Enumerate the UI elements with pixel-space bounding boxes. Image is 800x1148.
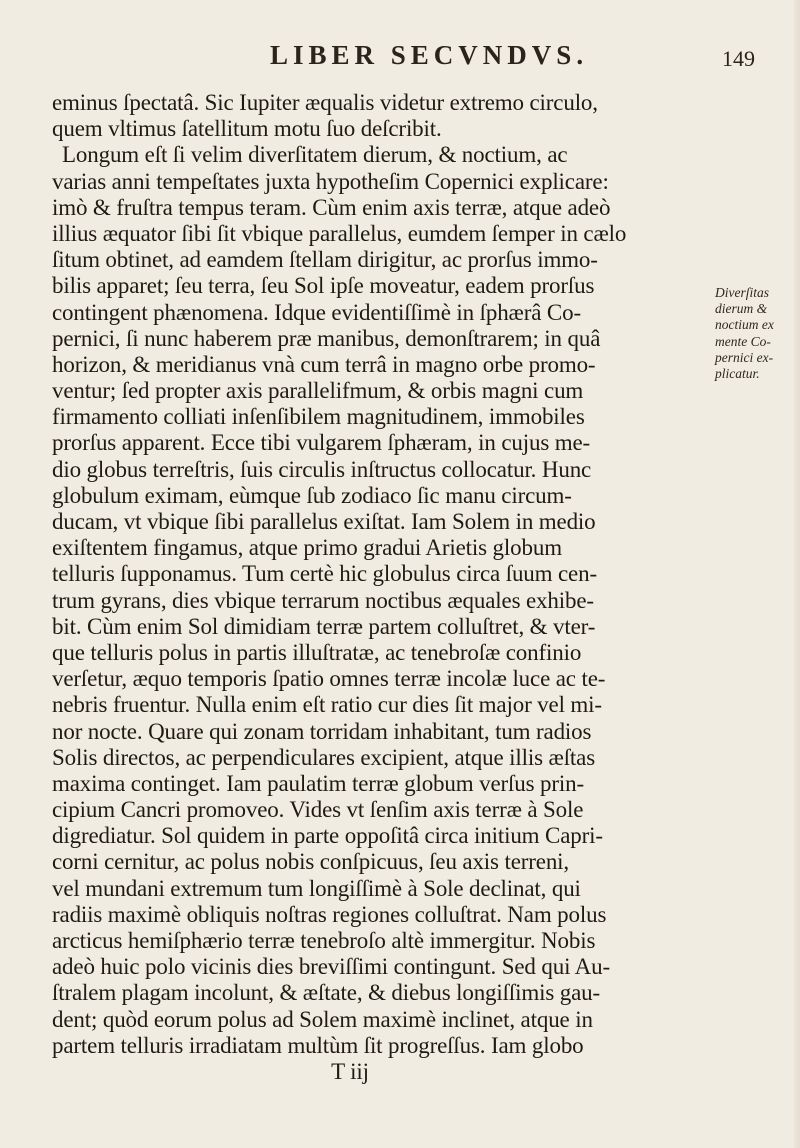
page-edge bbox=[794, 0, 800, 1148]
text-line: contingent phænomena. Idque evidentiſſimè in ſphærâ Co- bbox=[52, 299, 581, 325]
text-line: radiis maximè obliquis noſtras regiones colluſtrat. Nam polus bbox=[52, 901, 607, 927]
margin-note bbox=[715, 285, 797, 382]
text-line: quem vltimus ſatellitum motu ſuo deſcribit. bbox=[52, 116, 442, 142]
text-line: imò & fruſtra tempus teram. Cùm enim axis terræ, atque adeò bbox=[52, 194, 611, 220]
text-line: nebris fruentur. Nulla enim eſt ratio cur dies ſit major vel mi- bbox=[52, 692, 602, 718]
text-line: varias anni tempeſtates juxta hypotheſim Copernici explicare: bbox=[52, 168, 609, 194]
text-line: digrediatur. Sol quidem in parte oppoſitâ circa initium Capri- bbox=[52, 823, 603, 849]
text-line: bilis apparet; ſeu terra, ſeu Sol ipſe moveatur, eadem prorſus bbox=[52, 273, 595, 299]
text-line: exiſtentem fingamus, atque primo gradui Arietis globum bbox=[52, 535, 562, 561]
running-head: LIBER SECVNDVS. bbox=[270, 40, 589, 70]
text-line: prorſus apparent. Ecce tibi vulgarem ſphæram, in cujus me- bbox=[52, 430, 591, 456]
text-line: vel mundani extremum tum longiſſimè à Sole declinat, qui bbox=[52, 875, 581, 901]
text-line: horizon, & meridianus vnà cum terrâ in magno orbe promo- bbox=[52, 351, 596, 377]
text-line: ventur; ſed propter axis parallelifmum, & orbis magni cum bbox=[52, 378, 584, 404]
text-line: que telluris polus in partis illuſtratæ, ac tenebroſæ confinio bbox=[52, 639, 582, 665]
text-line: ducam, vt vbique ſibi parallelus exiſtat. Iam Solem in medio bbox=[52, 509, 596, 534]
catchword: T iij bbox=[331, 1058, 369, 1084]
text-line: illius æquator ſibi ſit vbique parallelus, eumdem ſemper in cælo bbox=[52, 220, 627, 246]
text-line: arcticus hemiſphærio terræ tenebroſo altè immergitur. Nobis bbox=[52, 928, 596, 953]
text-line: nor nocte. Quare qui zonam torridam inhabitant, tum radios bbox=[52, 718, 592, 744]
text-line: dio globus terreſtris, ſuis circulis inſtructus collocatur. Hunc bbox=[52, 456, 592, 482]
text-line: cipium Cancri promoveo. Vides vt ſenſim axis terræ à Sole bbox=[52, 797, 584, 823]
margin-note-line: Diverſitas bbox=[715, 285, 769, 300]
text-line: Longum eſt ſi velim diverſitatem dierum, & noctium, ac bbox=[62, 142, 568, 168]
margin-note-line: plicatur. bbox=[715, 366, 760, 382]
text-line: partem telluris irradiatam multùm ſit progreſſus. Iam globo bbox=[52, 1032, 584, 1058]
text-line: ſtralem plagam incolunt, & æſtate, & diebus longiſſimis gau- bbox=[52, 980, 601, 1006]
text-line: trum gyrans, dies vbique terrarum noctibus æquales exhibe- bbox=[52, 587, 594, 613]
margin-note-line: pernici ex- bbox=[715, 349, 774, 365]
text-line: ſitum obtinet, ad eamdem ſtellam dirigitur, ac prorſus immo- bbox=[52, 247, 598, 273]
text-line: eminus ſpectatâ. Sic Iupiter æqualis videtur extremo circulo, bbox=[52, 90, 598, 115]
page-number: 149 bbox=[722, 46, 755, 71]
text-line: firmamento colliati inſenſibilem magnitudinem, immobiles bbox=[52, 404, 585, 430]
body-text bbox=[52, 90, 708, 1085]
text-line: verſetur, æquo temporis ſpatio omnes terræ incolæ luce ac te- bbox=[52, 666, 606, 692]
text-line: adeò huic polo vicinis dies breviſſimi contingunt. Sed qui Au- bbox=[52, 954, 610, 980]
text-line: corni cernitur, ac polus nobis conſpicuus, ſeu axis terreni, bbox=[52, 849, 570, 875]
text-line: bit. Cùm enim Sol dimidiam terræ partem colluſtret, & vter- bbox=[52, 613, 596, 639]
text-line: telluris ſupponamus. Tum certè hic globulus circa ſuum cen- bbox=[52, 561, 597, 587]
text-line: pernici, ſi nunc haberem præ manibus, demonſtrarem; in quâ bbox=[52, 325, 601, 351]
text-line: Solis directos, ac perpendiculares excipient, atque illis æſtas bbox=[52, 744, 596, 770]
text-line: dent; quòd eorum polus ad Solem maximè inclinet, atque in bbox=[52, 1006, 593, 1032]
margin-note-line: mente Co- bbox=[715, 333, 771, 349]
margin-note-line: dierum & bbox=[715, 301, 768, 317]
text-line: globulum eximam, eùmque ſub zodiaco ſic manu circum- bbox=[52, 482, 572, 508]
margin-note-line: noctium ex bbox=[715, 317, 774, 333]
text-line: maxima continget. Iam paulatim terræ globum verſus prin- bbox=[52, 770, 584, 796]
